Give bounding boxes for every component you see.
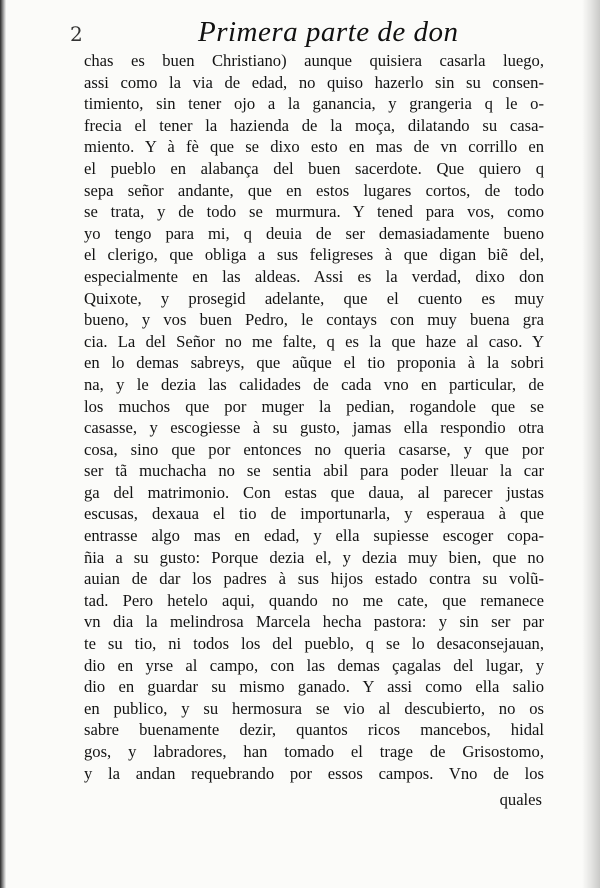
text-line: dio en guardar su mismo ganado. Y assi como ella salio (84, 677, 544, 697)
text-line: assi como la via de edad, no quiso hazerlo sin su consen- (84, 72, 544, 92)
catchword: quales (499, 790, 542, 809)
text-line: frecia el tener la hazienda de la moça, dilatando su casa- (84, 115, 544, 135)
running-head: Primera parte de don (198, 16, 459, 48)
text-line: sepa señor andante, que en estos lugares cortos, de todo (84, 180, 544, 200)
text-line: ser tã muchacha no se sentia abil para poder lleuar la car (84, 461, 544, 481)
text-line: auian de dar los padres à sus hijos estado contra su volũ- (84, 569, 544, 589)
text-line: Quixote, y prosegid adelante, que el cuento es muy (84, 288, 544, 308)
text-line: especialmente en las aldeas. Assi es la verdad, dixo don (84, 266, 544, 286)
text-line: tad. Pero hetelo aqui, quando no me cate, que remanece (84, 590, 544, 610)
text-line: sabre buenamente dezir, quantos ricos mancebos, hidal (84, 720, 544, 740)
text-line: chas es buen Christiano) aunque quisiera casarla luego, (84, 51, 544, 70)
text-line: gos, y labradores, han tomado el trage de Grisostomo, (84, 742, 544, 761)
text-line: en publico, y su hermosura se vio al descubierto, no os (84, 698, 544, 718)
text-line: y la andan requebrando por essos campos. Vno de los (84, 763, 544, 783)
text-line: ga del matrimonio. Con estas que daua, al parecer justas (84, 482, 544, 502)
text-line: entrasse algo mas en edad, y ella supiesse escoger copa- (84, 526, 544, 546)
text-line: el pueblo en alabança del buen sacerdote. Que quiero q (84, 158, 544, 178)
text-line: dio en yrse al campo, con las demas çagalas del lugar, y (84, 655, 544, 675)
text-line: timiento, sin tener ojo a la ganancia, y grangeria q le o- (84, 94, 544, 114)
text-line: los muchos que por muger la pedian, rogandole que se (84, 396, 544, 416)
text-line: casasse, y escogiesse à su gusto, jamas ella respondio otra (84, 418, 544, 438)
text-line: vn dia la melindrosa Marcela hecha pastora: y sin ser par (84, 612, 544, 632)
text-line: na, y le dezia las calidades de cada vno en particular, de (84, 374, 544, 394)
text-line: bueno, y vos buen Pedro, le contays con muy buena gra (84, 310, 544, 330)
text-line: te su tio, ni todos los del pueblo, q se lo desaconsejauan, (84, 634, 544, 654)
text-line: ñia a su gusto: Porque dezia el, y dezia muy bien, que no (84, 547, 544, 567)
page-edge-shadow (582, 0, 600, 888)
text-line: miento. Y à fè que se dixo esto en mas de vn corrillo en (84, 137, 544, 157)
text-line: en lo demas sabreys, que aũque el tio proponia à la sobri (84, 353, 544, 373)
text-line: yo tengo para mi, q deuia de ser demasiadamente bueno (84, 223, 544, 243)
text-line: cia. La del Señor no me falte, q es la que haze al caso. Y (84, 331, 544, 351)
body-text (84, 50, 544, 784)
text-line: el clerigo, que obliga a sus feligreses à que digan biẽ del, (84, 245, 544, 265)
text-line: escusas, dexaua el tio de importunarla, y esperaua à que (84, 504, 544, 524)
text-line: se trata, y de todo se murmura. Y tened para vos, como (84, 202, 544, 222)
text-line: cosa, sino que por entonces no queria casarse, y que por (84, 439, 544, 459)
page-number: 2 (70, 22, 83, 46)
page-gutter-shadow (0, 0, 6, 888)
